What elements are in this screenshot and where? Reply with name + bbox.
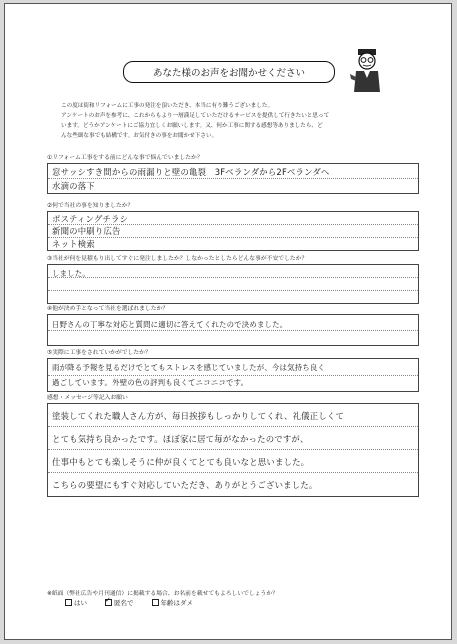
question-5: ⑤実際に工事をされていかがでしたか？ 雨が降る予報を見るだけでとてもストレスを感じていましたが、今は気持ち良く 過ごしています。外壁の色の評判も良くてニコニコです。 xyxy=(47,349,419,392)
answer-5-line-1: 雨が降る予報を見るだけでとてもストレスを感じていましたが、今は気持ち良く xyxy=(52,363,326,372)
answer-2-line-2: 新聞の中刷り広告 xyxy=(52,226,121,236)
answer-box-3 xyxy=(47,264,419,304)
answer-box-4 xyxy=(47,314,419,346)
answer-3-line-1: しました。 xyxy=(52,269,90,278)
answer-box-1 xyxy=(47,163,419,194)
checkbox-icon[interactable] xyxy=(65,599,72,606)
answer-2-line-3: ネット検索 xyxy=(52,239,95,249)
intro-text: この度は街和リフォームに工事の発注を頂いただき、本当に有り難うございました。 アンケートのお声を参考に、これからもより一層満足していただけるサービスを提供して行きたいと思って います。どうかアンケートにご協力宜しくお願いします。又、何か工事に関する感想等ありましたら、ど んな些細な事でも結構です。お気付きの事をお聞かせ下さい。 xyxy=(61,103,330,139)
answer-6-line-1: 塗装してくれた職人さん方が、毎日挨拶もしっかりしてくれ、礼儀正しくて xyxy=(52,411,345,421)
question-4: ④他が決め手となって当社を選ばれましたか？ 日野さんの丁寧な対応と質問に適切に答えてくれたので決めました。 xyxy=(47,305,419,346)
question-1: ①リフォーム工事をする前にどんな事で悩んでいましたか？ 窓サッシすき間からの雨漏りと壁の亀裂 3Fベランダから2Fベランダへ 水滴の落下 xyxy=(47,154,419,194)
survey-title: あなた様のお声をお聞かせください xyxy=(123,61,335,83)
answer-1-line-1: 窓サッシすき間からの雨漏りと壁の亀裂 3Fベランダから2Fベランダへ xyxy=(52,167,330,177)
answer-2-line-1: ポスティングチラシ xyxy=(52,214,129,224)
answer-box-2 xyxy=(47,211,419,251)
option-yes[interactable]: はい xyxy=(65,598,87,607)
answer-6-line-3: 仕事中もとても楽しそうに仲が良くてとても良いなと思いました。 xyxy=(52,457,310,467)
question-2: ②何で当社の事を知りましたか？ ポスティングチラシ 新聞の中刷り広告 ネット検索 xyxy=(47,202,419,251)
answer-box-5 xyxy=(47,358,419,392)
publication-consent-question: ※紙面（弊社広告や月刊通信）に掲載する場合、お名前を載せてもよろしいでしょうか？ xyxy=(47,591,278,597)
answer-4-line-1: 日野さんの丁寧な対応と質問に適切に答えてくれたので決めました。 xyxy=(52,320,288,329)
question-6: 感想・メッセージ等記入お願い 塗装してくれた職人さん方が、毎日挨拶もしっかりしてくれ、礼儀正しくて とても気持ち良かったです。ほぼ家に居て毎がなかったのですが、 仕事中もとても楽しそうに仲が良くてとても良いなと思いました。 こちらの要望にもすぐ対応していただき、ありがとうございました。 xyxy=(47,394,419,497)
survey-sheet xyxy=(4,3,452,640)
answer-box-6 xyxy=(47,403,419,497)
option-anonymous[interactable]: ✓ 匿名で xyxy=(105,598,134,607)
question-3: ③当社が何を見積もり出してすぐに発注しましたか？しなかったとしたらどんな事が不安でしたか？ しました。 xyxy=(47,255,419,304)
answer-6-line-2: とても気持ち良かったです。ほぼ家に居て毎がなかったのですが、 xyxy=(52,434,309,444)
checkbox-checked-icon[interactable] xyxy=(105,599,112,606)
answer-5-line-2: 過ごしています。外壁の色の評判も良くてニコニコです。 xyxy=(52,378,249,387)
publication-consent-options xyxy=(65,598,193,607)
checkbox-icon[interactable] xyxy=(152,599,159,606)
answer-1-line-2: 水滴の落下 xyxy=(52,181,95,191)
mascot-illustration xyxy=(349,48,385,98)
answer-6-line-4: こちらの要望にもすぐ対応していただき、ありがとうございました。 xyxy=(52,480,318,490)
option-no-age[interactable]: 年齢はダメ xyxy=(152,598,194,607)
